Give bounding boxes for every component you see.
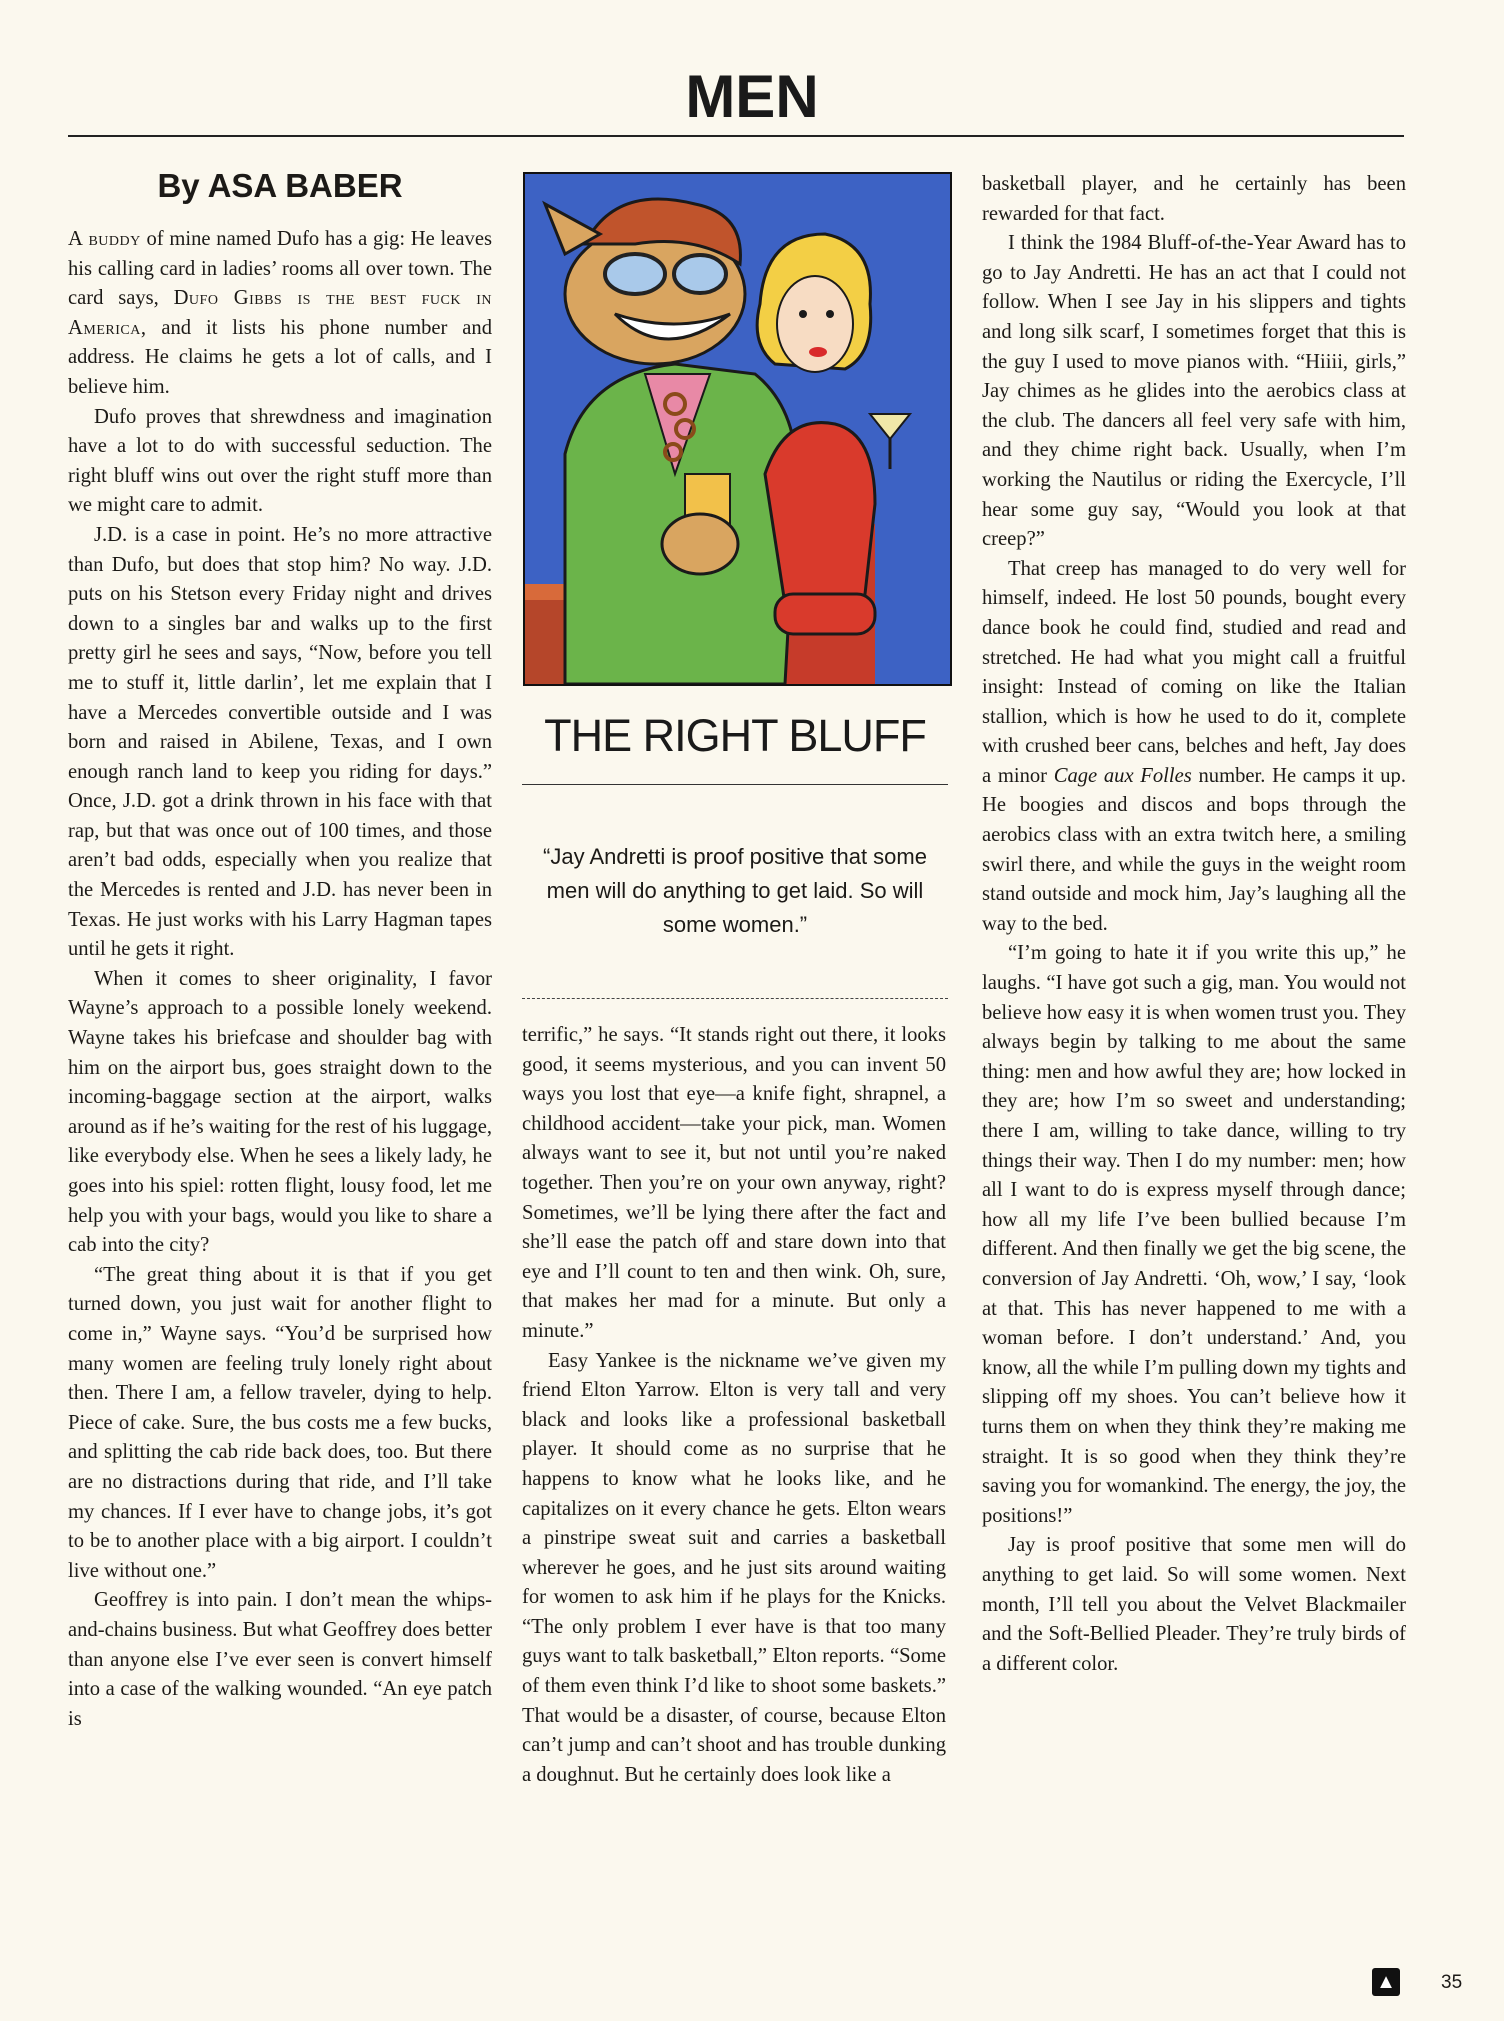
paragraph: basketball player, and he certainly has been rewarded for that fact.: [982, 173, 1406, 225]
divider: [522, 784, 948, 785]
calling-card-text: Dufo Gibbs is the best fuck in America,: [68, 287, 492, 339]
lead-in: A buddy: [68, 228, 141, 250]
italic-title: Cage aux Folles: [1053, 764, 1192, 787]
paragraph: Jay is proof positive that some men will do anything to get laid. So will some women. Next month, I’ll tell you about the Velvet Blackmailer and the Soft-Bellied Pleader. They’re truly birds of a different color.: [982, 1534, 1406, 1675]
column-2: [522, 1021, 946, 1790]
rabbit-logo-icon: ▲: [1372, 1968, 1400, 1996]
paragraph: J.D. is a case in point. He’s no more attractive than Dufo, but does that stop him? No way. J.D. puts on his Stetson every Friday night and drives down to a singles bar and walks up to the first pretty girl he sees and says, “Now, before you tell me to stuff it, little darlin’, let me explain that I have a Mercedes convertible outside and I was born and raised in Abilene, Texas, and I own enough ranch land to keep you riding for days.” Once, J.D. got a drink thrown in his face with that rap, but that was once out of 100 times, and those aren’t bad odds, especially when you realize that the Mercedes is rented and J.D. has never been in Texas. He just works with his Larry Hagman tapes until he gets it right.: [68, 523, 492, 961]
header-rule: [68, 135, 1404, 137]
dashed-divider: [522, 998, 948, 999]
paragraph: That creep has managed to do very well for himself, indeed. He lost 50 pounds, bought every dance book he could find, studied and read and stretched. He had what you might call a fruitful insight: Instead of coming on like the Italian stallion, which is how he used to do it, complete with crushed beer cans, belches and heft, Jay does a minor Cage aux Folles number. He camps it up. He boogies and discos and bops through the aerobics class with an extra twitch here, a smiling swirl there, and while the guys in the weight room stand outside and mock him, Jay’s laughing all the way to the bed.: [982, 557, 1406, 935]
paragraph: terrific,” he says. “It stands right out there, it looks good, it seems mysterious, and you can invent 50 ways you lost that eye—a knife fight, shrapnel, a childhood accident—take your pick, man. Women always want to see it, but not until you’re naked together. Then you’re on your own anyway, right? Sometimes, we’ll be lying there after the fact and she’ll ease the patch off and stare down into that eye and I’ll count to ten and then wink. Oh, sure, that makes her mad for a minute. But only a minute.”: [522, 1024, 946, 1342]
paragraph: Dufo proves that shrewdness and imagination have a lot to do with successful seduction. The right bluff wins out over the right stuff more than we might care to admit.: [68, 405, 492, 517]
pull-quote: “Jay Andretti is proof positive that some men will do anything to get laid. So will some women.”: [543, 844, 927, 937]
cartoon-couple-illustration: [523, 172, 952, 686]
column-1: [68, 225, 492, 1734]
paragraph: “I’m going to hate it if you write this up,” he laughs. “I have got such a gig, man. You would not believe how easy it is when women trust you. They always begin by talking to me about the same thing: men and how awful they are; how locked in they are; how I’m so sweet and understanding; there I am, willing to take dance, willing to try things their way. Then I do my number: men; how all I want to do is express myself through dance; how all my life I’ve been bullied because I’m different. And then finally we get the big scene, the conversion of Jay Andretti. ‘Oh, wow,’ I say, ‘look at that. This has never happened to me with a woman before. I don’t understand.’ And, you know, all the while I’m pulling down my tights and slipping off my shoes. You can’t believe how it turns them on when they think they’re making me straight. It is so good when they think they’re saving you for womankind. The energy, the joy, the positions!”: [982, 942, 1406, 1527]
paragraph: I think the 1984 Bluff-of-the-Year Award has to go to Jay Andretti. He has an act that I could not follow. When I see Jay in his slippers and tights and long silk scarf, I sometimes forget that this is the guy I used to move pianos with. “Hiiii, girls,” Jay chimes as he glides into the aerobics class at the club. The dancers all feel very safe with him, and they chime right back. Usually, when I’m working the Nautilus or riding the Exercycle, I’ll hear some guy say, “Would you look at that creep?”: [982, 232, 1406, 551]
byline: By ASA BABER: [157, 167, 403, 204]
article-title: THE RIGHT BLUFF: [544, 710, 926, 761]
paragraph: “The great thing about it is that if you get turned down, you just wait for another flight to come in,” Wayne says. “You’d be surprised how many women are feeling truly lonely right about then. There I am, a fellow traveler, dying to help. Piece of cake. Sure, the bus costs me a few bucks, and splitting the cab ride back does, too. But there are no distractions during that ride, and I’ll take my chances. If I ever have to change jobs, it’s got to be to another place with a big airport. I couldn’t live without one.”: [68, 1263, 492, 1582]
paragraph: A buddy of mine named Dufo has a gig: He leaves his calling card in ladies’ rooms all over town. The card says, Dufo Gibbs is the best fuck in America, and it lists his phone number and address. He claims he gets a lot of calls, and I believe him.: [68, 228, 492, 398]
paragraph: Easy Yankee is the nickname we’ve given my friend Elton Yarrow. Elton is very tall and very black and looks like a professional basketball player. It should come as no surprise that he happens to know what he looks like, and he capitalizes on it every chance he gets. Elton wears a pinstripe sweat suit and carries a basketball wherever he goes, and he just sits around waiting for women to ask him if he plays for the Knicks. “The only problem I ever have is that too many guys want to talk basketball,” Elton reports. “Some of them even think I’d like to shoot some baskets.” That would be a disaster, of course, because Elton can’t jump and can’t shoot and has trouble dunking a doughnut. But he certainly does look like a: [522, 1349, 946, 1786]
paragraph: Geoffrey is into pain. I don’t mean the whips-and-chains business. But what Geoffrey does better than anyone else I’ve ever seen is convert himself into a case of the walking wounded. “An eye patch is: [68, 1589, 492, 1730]
section-title: MEN: [685, 63, 819, 130]
page-number: 35: [1441, 1972, 1463, 1993]
paragraph: When it comes to sheer originality, I favor Wayne’s approach to a possible lonely weekend. Wayne takes his briefcase and shoulder bag with him on the airport bus, goes straight down to the incoming-baggage section at the airport, walks around as if he’s waiting for the rest of his luggage, like everybody else. When he sees a likely lady, he goes into his spiel: rotten flight, lousy food, let me help you with your bags, would you like to share a cab into the city?: [68, 967, 492, 1257]
column-3: [982, 170, 1406, 1679]
